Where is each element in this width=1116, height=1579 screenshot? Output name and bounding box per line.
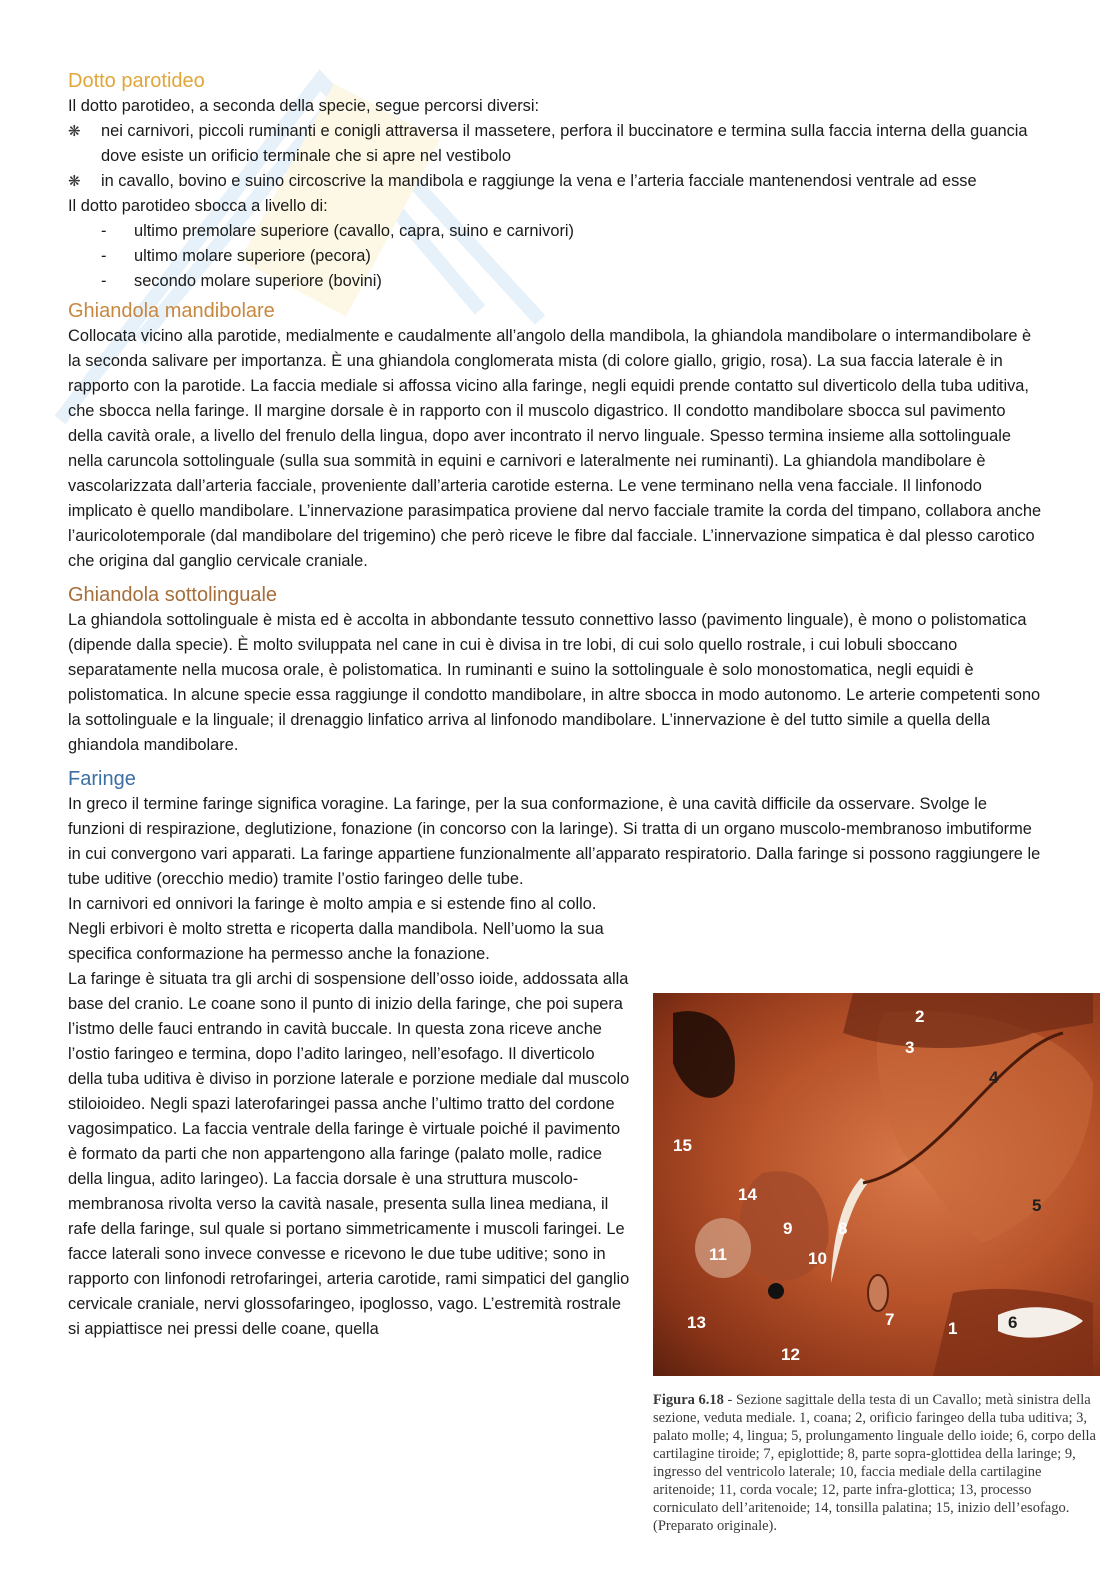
figure-label-5: 5 bbox=[1032, 1196, 1042, 1215]
heading-ghiandola-sottolinguale: Ghiandola sottolinguale bbox=[68, 584, 278, 606]
figure-label-7: 7 bbox=[885, 1310, 895, 1329]
figure-label-4: 4 bbox=[989, 1068, 999, 1087]
faringe-text-col1: In carnivori ed onnivori la faringe è molto ampia e si estende fino al collo. Negli erbivori è molto stretta e ricoperta dalla mandibola. Nell’uomo la sua specifica conformazione ha permesso anche la fonazione. bbox=[68, 895, 604, 963]
heading-ghiandola-mandibolare: Ghiandola mandibolare bbox=[68, 300, 275, 322]
figure-label-12: 12 bbox=[781, 1345, 800, 1364]
snowflake-bullet-icon: ❋ bbox=[68, 123, 81, 140]
section-dotto-parotideo bbox=[68, 68, 1043, 294]
anatomy-photo-drawing bbox=[653, 993, 1100, 1376]
sottolinguale-text: La ghiandola sottolinguale è mista ed è accolta in abbondante tessuto connettivo lasso (pavimento linguale), è mono o polistomatica (dipende dalla specie). È molto sviluppata nel cane in cui è divisa in tre lobi, di cui solo quello rostrale, i cui lobuli sboccano separatamente nella mucosa orale, è polistomatica. In ruminanti e suino la sottolinguale è solo monostomatica, negli equidi è polistomatica. In alcune specie essa raggiunge il condotto mandibolare, in altre sbocca in modo autonomo. Le arterie competenti sono la sottolinguale e la linguale; il drenaggio linfatico arriva al linfonodo mandibolare. L’innervazione è del tutto simile a quella della ghiandola mandibolare. bbox=[68, 611, 1041, 754]
figure-label-3: 3 bbox=[905, 1038, 915, 1057]
section-ghiandola-mandibolare bbox=[68, 298, 1043, 574]
figure-block bbox=[653, 993, 1100, 1535]
figure-label-1: 1 bbox=[948, 1319, 958, 1338]
figure-label-9: 9 bbox=[783, 1219, 793, 1238]
figure-label-6: 6 bbox=[1008, 1313, 1018, 1332]
figure-label-10: 10 bbox=[808, 1249, 827, 1268]
faringe-text-col2: La faringe è situata tra gli archi di sospensione dell’osso ioide, addossata alla base del cranio. Le coane sono il punto di inizio della faringe, che poi supera l’istmo delle fauci entrando in cavità buccale. In questa zona riceve anche l’ostio faringeo e termina, dopo l’adito laringeo, nell’esofago. Il diverticolo della tuba uditiva è diviso in porzione laterale e porzione mediale dal muscolo stiloioideo. Negli spazi laterofaringei passa anche l’ultimo tratto del cordone vagosimpatico. La faccia ventrale della faringe è virtuale poiché il pavimento è formato da parti che non appartengono alla faringe (palato molle, radice della lingua, adito laringeo). La faccia dorsale è una struttura muscolo-membranosa rivolta verso la cavità nasale, presenta sulla linea mediana, il rafe della faringe, sul quale si portano simmetricamente i muscoli faringei. Le facce laterali sono invece convesse e ricevono le due tube uditive; sono in rapporto con linfonodi retrofaringei, arteria carotide, rami simpatici del ganglio cervicale craniale, nervi glossofaringeo, ipoglosso, vago. L’estremità rostrale si appiattisce nei pressi delle coane, quella bbox=[68, 970, 630, 1338]
anatomy-photo bbox=[653, 993, 1100, 1376]
list-item: - ultimo molare superiore (pecora) bbox=[101, 247, 371, 265]
dotto-intro: Il dotto parotideo, a seconda della specie, segue percorsi diversi: bbox=[68, 97, 540, 115]
figure-caption-text: - Sezione sagittale della testa di un Cavallo; metà sinistra della sezione, veduta mediale. 1, coana; 2, orificio faringeo della tuba uditiva; 3, palato molle; 4, lingua; 5, prolungamento linguale dello ioide; 6, corpo della cartilagine tiroide; 7, epiglottide; 8, parte sopra-glottidea della laringe; 9, ingresso del ventricolo laterale; 10, faccia mediale della cartilagine aritenoide; 11, corda vocale; 12, parte infra-glottica; 13, processo corniculato dell’aritenoide; 14, tonsilla palatina; 15, inizio dell’esofago. (Preparato originale). bbox=[653, 1392, 1096, 1534]
figure-label-11: 11 bbox=[709, 1245, 727, 1264]
figure-label-14: 14 bbox=[738, 1185, 757, 1204]
heading-dotto-parotideo: Dotto parotideo bbox=[68, 70, 205, 92]
list-item: - ultimo premolare superiore (cavallo, capra, suino e carnivori) bbox=[101, 222, 575, 240]
faringe-left-column bbox=[68, 892, 630, 1342]
snowflake-bullet-icon: ❋ bbox=[68, 173, 81, 190]
list-item: ❋ nei carnivori, piccoli ruminanti e conigli attraversa il massetere, perfora il buccinatore e termina sulla faccia interna della guancia dove esiste un orificio terminale che si apre nel vestibolo bbox=[68, 119, 1043, 169]
figure-label-8: 8 bbox=[838, 1219, 848, 1238]
figure-label-13: 13 bbox=[687, 1313, 706, 1332]
mandibolare-text: Collocata vicino alla parotide, medialmente e caudalmente all’angolo della mandibola, la ghiandola mandibolare o intermandibolare è la seconda salivare per importanza. È una ghiandola conglomerata mista (di colore giallo, grigio, rosa). La sua faccia laterale è in rapporto con la parotide. La faccia mediale si affossa vicino alla faringe, negli equidi prende contatto sul diverticolo della tuba uditiva, che sbocca nella faringe. Il margine dorsale è in rapporto con il muscolo digastrico. Il condotto mandibolare sbocca sul pavimento della cavità orale, a livello del frenulo della lingua, dopo aver incontrato il nervo linguale. Spesso termina insieme alla sottolinguale nella caruncola sottolinguale (sulla sua sommità in equini e carnivori e lateralmente nei ruminanti). La ghiandola mandibolare è vascolarizzata dall’arteria facciale, proveniente dall’arteria carotide esterna. Le vene terminano nella vena facciale. Il linfonodo implicato è quello mandibolare. L’innervazione parasimpatica proviene dal nervo facciale tramite la corda del timpano, collabora anche l’auricolotemporale (dal mandibolare del trigemino) che però riceve le fibre dal facciale. L’innervazione simpatica è dal plesso carotico che origina dal ganglio cervicale craniale. bbox=[68, 327, 1042, 570]
list-item: ❋ in cavallo, bovino e suino circoscrive la mandibola e raggiunge la vena e l’arteria facciale mantenendosi ventrale ad esse bbox=[68, 169, 1043, 194]
dotto-outlet-intro: Il dotto parotideo sbocca a livello di: bbox=[68, 197, 328, 215]
heading-faringe: Faringe bbox=[68, 768, 136, 790]
list-item: - secondo molare superiore (bovini) bbox=[101, 272, 382, 290]
faringe-text-full: In greco il termine faringe significa voragine. La faringe, per la sua conformazione, è una cavità difficile da osservare. Svolge le funzioni di respirazione, deglutizione, fonazione (in concorso con la laringe). Si tratta di un organo muscolo-membranoso imbutiforme in cui convergono vari apparati. La faringe appartiene funzionalmente all’apparato respiratorio. Dalla faringe si possono raggiungere le tube uditive (orecchio medio) tramite l’ostio faringeo delle tube. bbox=[68, 795, 1041, 888]
dotto-outlet-list bbox=[68, 219, 1043, 294]
figure-caption bbox=[653, 1391, 1100, 1535]
section-ghiandola-sottolinguale bbox=[68, 582, 1043, 758]
figure-label-2: 2 bbox=[915, 1007, 925, 1026]
figure-caption-lead: Figura 6.18 bbox=[653, 1392, 724, 1408]
dotto-bullet-list bbox=[68, 119, 1043, 194]
figure-label-15: 15 bbox=[673, 1136, 692, 1155]
